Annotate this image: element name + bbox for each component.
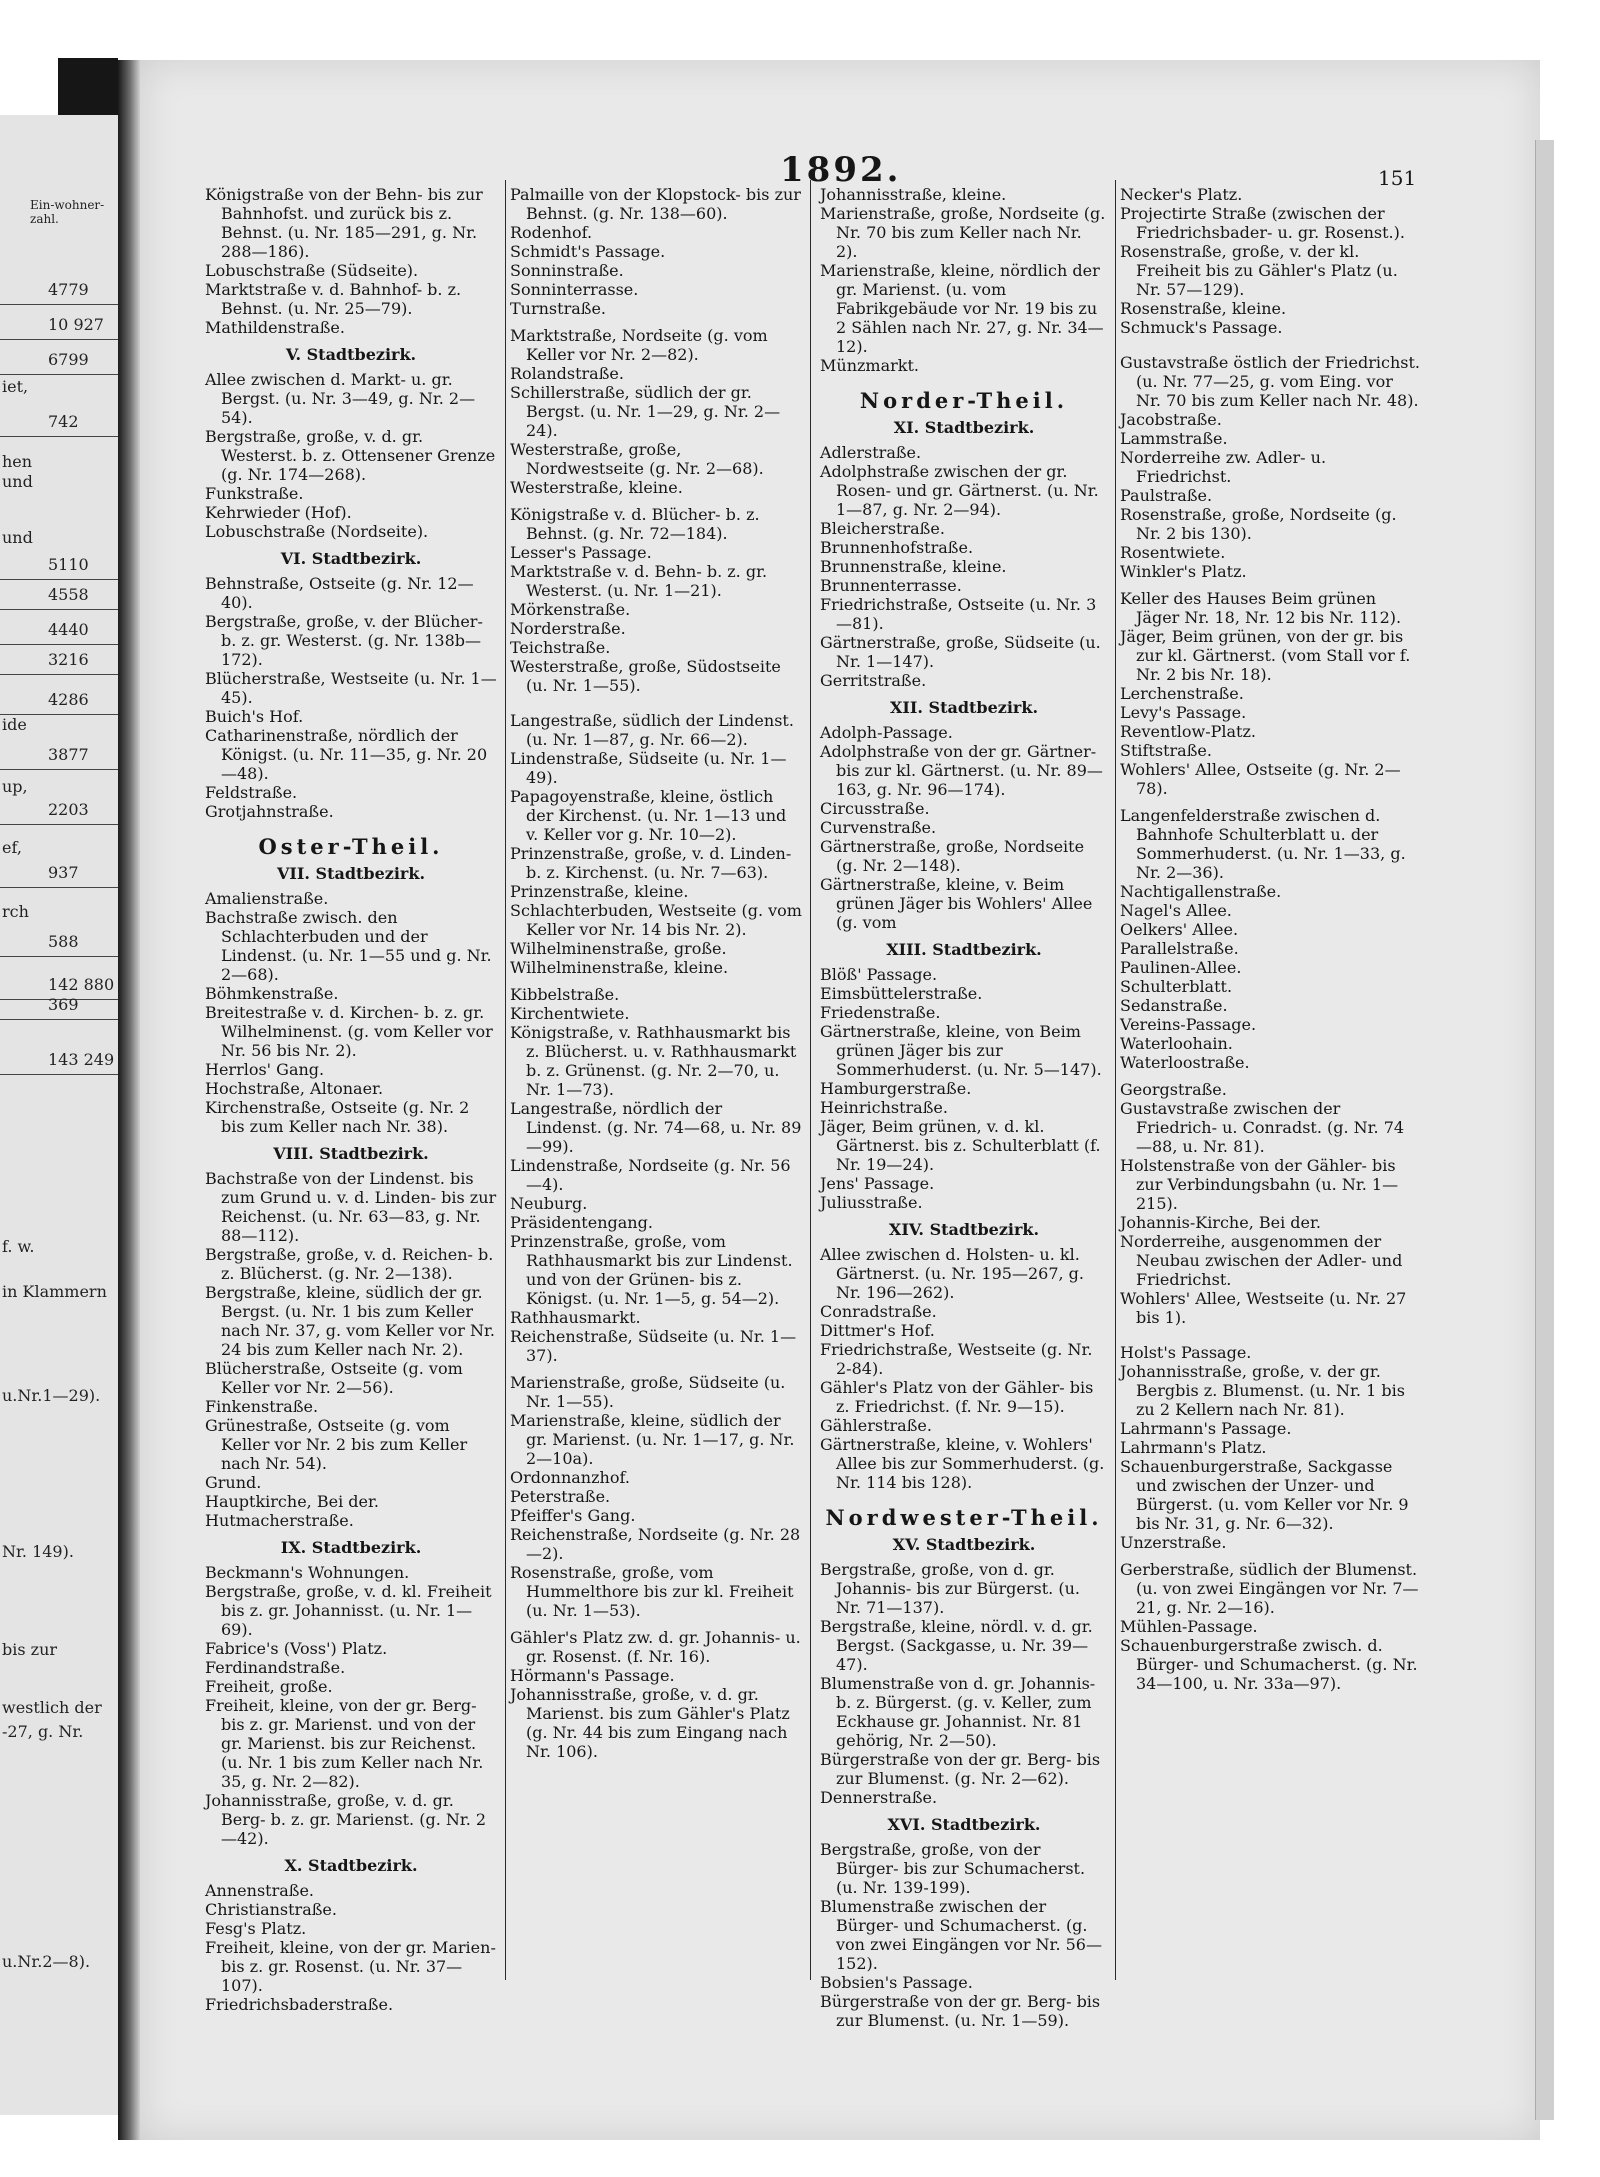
text-fragment: bis zur [2,1640,58,1659]
column-3 [820,185,1108,2030]
street-entry: Lobuschstraße (Südseite). [205,261,419,280]
street-entry: Mathildenstraße. [205,318,345,337]
street-entry: Amalienstraße. [205,889,329,908]
street-entry: Friedrichstraße, Westseite (g. Nr. 2-84). [820,1340,1093,1378]
street-entry: Vereins-Passage. [1120,1015,1257,1034]
street-entry: Langestraße, nördlich der Lindenst. (g. Nr. 74—68, u. Nr. 89—99). [510,1099,802,1156]
street-entry: Holst's Passage. [1120,1343,1252,1362]
street-entry: Projectirte Straße (zwischen der Friedrichsbader- u. gr. Rosenst.). [1120,204,1405,242]
street-entry: Herrlos' Gang. [205,1060,325,1079]
street-entry: Blumenstraße zwischen der Bürger- und Schumacherst. (g. von zwei Eingängen vor Nr. 56—152). [820,1897,1102,1973]
section-heading: Oster-Theil. [258,834,444,859]
street-entry: Rodenhof. [510,223,593,242]
population-count: 2203 [48,800,89,819]
street-entry: Pfeiffer's Gang. [510,1506,636,1525]
street-entry: Sonninterrasse. [510,280,639,299]
street-entry: Jacobstraße. [1120,410,1222,429]
street-entry: Bergstraße, große, v. d. Reichen- b. z. Blücherst. (g. Nr. 2—138). [205,1245,494,1283]
street-entry: Bürgerstraße von der gr. Berg- bis zur Blumenst. (u. Nr. 1—59). [820,1992,1101,2030]
table-rule [0,436,118,437]
population-count: 937 [48,863,79,882]
street-entry: Rosenstraße, große, v. der kl. Freiheit bis zu Gähler's Platz (u. Nr. 57—129). [1120,242,1398,299]
street-entry: Bachstraße zwisch. den Schlachterbuden und der Lindenst. (u. Nr. 1—55 und g. Nr. 2—68). [205,908,492,984]
street-entry: Rosenstraße, große, vom Hummelthore bis zur kl. Freiheit (u. Nr. 1—53). [510,1563,794,1620]
column-1 [205,185,497,2014]
table-rule [0,609,118,610]
street-entry: Kibbelstraße. [510,985,620,1004]
column-rule [505,180,506,1980]
street-entry: Lindenstraße, Südseite (u. Nr. 1—49). [510,749,787,787]
text-fragment: f. w. [2,1237,35,1256]
street-entry: Bergstraße, kleine, nördl. v. d. gr. Bergst. (Sackgasse, u. Nr. 39—47). [820,1617,1093,1674]
street-entry: Fabrice's (Voss') Platz. [205,1639,388,1658]
table-rule [0,1074,118,1075]
street-entry: Friedrichstraße, Ostseite (u. Nr. 3—81). [820,595,1097,633]
street-entry: Necker's Platz. [1120,185,1243,204]
table-rule [0,579,118,580]
street-entry: Bergstraße, große, v. d. kl. Freiheit bis z. gr. Johannisst. (u. Nr. 1—69). [205,1582,492,1639]
street-entry: Oelkers' Allee. [1120,920,1239,939]
street-entry: Adlerstraße. [820,443,922,462]
street-entry: Keller des Hauses Beim grünen Jäger Nr. 18, Nr. 12 bis Nr. 112). [1120,589,1402,627]
street-entry: Unzerstraße. [1120,1533,1227,1552]
street-entry: Münzmarkt. [820,356,919,375]
street-entry: Ferdinandstraße. [205,1658,346,1677]
street-entry: Marienstraße, große, Nordseite (g. Nr. 70 bis zum Keller nach Nr. 2). [820,204,1106,261]
district-heading: VI. Stadtbezirk. [280,549,422,568]
street-entry: Lammstraße. [1120,429,1228,448]
street-entry: Marktstraße v. d. Bahnhof- b. z. Behnst. (u. Nr. 25—79). [205,280,462,318]
street-entry: Fesg's Platz. [205,1919,307,1938]
street-entry: Königstraße v. d. Blücher- b. z. Behnst. (g. Nr. 72—184). [510,505,760,543]
street-entry: Gärtnerstraße, große, Südseite (u. Nr. 1—147). [820,633,1101,671]
street-entry: Gähler's Platz zw. d. gr. Johannis- u. gr. Rosenst. (f. Nr. 16). [510,1628,801,1666]
population-count: 142 880 [48,975,115,994]
district-heading: V. Stadtbezirk. [285,345,417,364]
street-entry: Friedrichsbaderstraße. [205,1995,394,2014]
street-entry: Bürgerstraße von der gr. Berg- bis zur Blumenst. (g. Nr. 2—62). [820,1750,1101,1788]
street-entry: Levy's Passage. [1120,703,1247,722]
table-rule [0,956,118,957]
street-entry: Rosentwiete. [1120,543,1226,562]
street-entry: Juliusstraße. [820,1193,923,1212]
street-entry: Mühlen-Passage. [1120,1617,1258,1636]
table-rule [0,887,118,888]
text-fragment: hen [2,452,33,471]
street-entry: Prinzenstraße, große, v. d. Linden- b. z. Kirchenst. (u. Nr. 7—63). [510,844,792,882]
street-entry: Palmaille von der Klopstock- bis zur Behnst. (g. Nr. 138—60). [510,185,801,223]
street-entry: Adolphstraße zwischen der gr. Rosen- und gr. Gärtnerst. (u. Nr. 1—87, g. Nr. 2—94). [820,462,1099,519]
street-entry: Adolph-Passage. [820,723,953,742]
street-entry: Norderstraße. [510,619,626,638]
street-entry: Freiheit, kleine, von der gr. Berg- bis z. gr. Marienst. und von der gr. Marienst. bis zur Reichenst. (u. Nr. 1 bis zum Keller nach Nr. 35, g. Nr. 2—82). [205,1696,484,1791]
street-entry: Grünestraße, Ostseite (g. vom Keller vor Nr. 2 bis zum Keller nach Nr. 54). [205,1416,468,1473]
section-heading: Nordwester-Theil. [825,1505,1103,1530]
street-entry: Gerritstraße. [820,671,927,690]
street-entry: Blücherstraße, Ostseite (g. vom Keller vor Nr. 2—56). [205,1359,463,1397]
street-entry: Bergstraße, große, von der Bürger- bis zur Schumacherst. (u. Nr. 139-199). [820,1840,1086,1897]
text-fragment: in Klammern [2,1282,107,1301]
street-entry: Feldstraße. [205,783,298,802]
street-entry: Königstraße, v. Rathhausmarkt bis z. Blücherst. u. v. Rathhausmarkt b. z. Grünenst. (g. Nr. 2—70, u. Nr. 1—73). [510,1023,797,1099]
street-entry: Gärtnerstraße, kleine, von Beim grünen Jäger bis zur Sommerhuderst. (u. Nr. 5—147). [820,1022,1102,1079]
district-heading: X. Stadtbezirk. [284,1856,418,1875]
book-gutter [118,60,140,2140]
street-entry: Kirchenstraße, Ostseite (g. Nr. 2 bis zum Keller nach Nr. 38). [205,1098,470,1136]
street-entry: Winkler's Platz. [1120,562,1247,581]
street-entry: Bleicherstraße. [820,519,945,538]
street-entry: Lindenstraße, Nordseite (g. Nr. 56—4). [510,1156,791,1194]
street-entry: Teichstraße. [510,638,611,657]
table-rule [0,304,118,305]
street-entry: Dittmer's Hof. [820,1321,935,1340]
district-heading: XV. Stadtbezirk. [892,1535,1036,1554]
text-fragment: up, [2,777,28,796]
street-entry: Paulstraße. [1120,486,1213,505]
street-entry: Johannisstraße, große, v. d. gr. Marienst. bis zum Gähler's Platz (g. Nr. 44 bis zum Eingang nach Nr. 106). [510,1685,790,1761]
district-heading: XIV. Stadtbezirk. [888,1220,1040,1239]
street-entry: Marktstraße, Nordseite (g. vom Keller vor Nr. 2—82). [510,326,768,364]
column-2 [510,185,802,1761]
street-entry: Kehrwieder (Hof). [205,503,352,522]
street-entry: Mörkenstraße. [510,600,631,619]
text-fragment: rch [2,902,29,921]
district-heading: IX. Stadtbezirk. [280,1538,422,1557]
street-entry: Wohlers' Allee, Ostseite (g. Nr. 2—78). [1120,760,1401,798]
street-entry: Hauptkirche, Bei der. [205,1492,379,1511]
street-entry: Bergstraße, kleine, südlich der gr. Bergst. (u. Nr. 1 bis zum Keller nach Nr. 37, g. vom Keller vor Nr. 24 bis zum Keller nach Nr. 2). [205,1283,495,1359]
street-entry: Bergstraße, große, von d. gr. Johannis- bis zur Bürgerst. (u. Nr. 71—137). [820,1560,1080,1617]
street-entry: Blöß' Passage. [820,965,938,984]
street-entry: Norderreihe, ausgenommen der Neubau zwischen der Adler- und Friedrichst. [1120,1232,1403,1289]
page-year: 1892. [780,150,902,190]
street-entry: Rolandstraße. [510,364,624,383]
street-entry: Bergstraße, große, v. der Blücher- b. z. gr. Westerst. (g. Nr. 138b—172). [205,612,483,669]
street-entry: Königstraße von der Behn- bis zur Bahnhofst. und zurück bis z. Behnst. (u. Nr. 185—291, g. Nr. 288—186). [205,185,483,261]
population-count: 4558 [48,585,89,604]
street-entry: Marienstraße, kleine, südlich der gr. Marienst. (u. Nr. 1—17, g. Nr. 2—10a). [510,1411,795,1468]
street-entry: Jäger, Beim grünen, von der gr. bis zur kl. Gärtnerst. (vom Stall vor f. Nr. 2 bis Nr. 18). [1120,627,1411,684]
street-entry: Brunnenterrasse. [820,576,962,595]
text-fragment: Nr. 149). [2,1542,74,1561]
street-entry: Heinrichstraße. [820,1098,948,1117]
street-entry: Schauenburgerstraße zwisch. d. Bürger- und Schumacherst. (g. Nr. 34—100, u. Nr. 33a—97). [1120,1636,1418,1693]
street-entry: Bobsien's Passage. [820,1973,973,1992]
street-entry: Buich's Hof. [205,707,304,726]
street-entry: Westerstraße, kleine. [510,478,683,497]
street-entry: Gählerstraße. [820,1416,932,1435]
district-heading: VII. Stadtbezirk. [276,864,426,883]
street-entry: Brunnenstraße, kleine. [820,557,1007,576]
population-count: 4286 [48,690,89,709]
page-number: 151 [1378,166,1417,190]
table-rule [0,1019,118,1020]
street-entry: Friedenstraße. [820,1003,941,1022]
street-entry: Grund. [205,1473,262,1492]
population-count: 10 927 [48,315,104,334]
street-entry: Christianstraße. [205,1900,337,1919]
street-entry: Turnstraße. [510,299,606,318]
table-header: Ein-wohner-zahl. [30,198,105,226]
street-entry: Reventlow-Platz. [1120,722,1256,741]
table-rule [0,644,118,645]
street-entry: Langestraße, südlich der Lindenst. (u. Nr. 1—87, g. Nr. 66—2). [510,711,794,749]
street-entry: Catharinenstraße, nördlich der Königst. (u. Nr. 11—35, g. Nr. 20—48). [205,726,488,783]
column-4 [1120,185,1420,1693]
population-count: 588 [48,932,79,951]
street-entry: Nachtigallenstraße. [1120,882,1282,901]
text-fragment: und [2,528,33,547]
street-entry: Annenstraße. [205,1881,315,1900]
street-entry: Beckmann's Wohnungen. [205,1563,410,1582]
street-entry: Bachstraße von der Lindenst. bis zum Grund u. v. d. Linden- bis zur Reichenst. (u. Nr. 63—83, g. Nr. 88—112). [205,1169,497,1245]
street-entry: Rosenstraße, große, Nordseite (g. Nr. 2 bis 130). [1120,505,1397,543]
street-entry: Jäger, Beim grünen, v. d. kl. Gärtnerst. bis z. Schulterblatt (f. Nr. 19—24). [820,1117,1101,1174]
street-entry: Grotjahnstraße. [205,802,334,821]
street-entry: Brunnenhofstraße. [820,538,974,557]
district-heading: XI. Stadtbezirk. [893,418,1035,437]
street-entry: Adolphstraße von der gr. Gärtner- bis zur kl. Gärtnerst. (u. Nr. 89—163, g. Nr. 96—174). [820,742,1103,799]
street-entry: Freiheit, kleine, von der gr. Marien- bis z. gr. Rosenst. (u. Nr. 37—107). [205,1938,496,1995]
street-entry: Westerstraße, große, Südostseite (u. Nr. 1—55). [510,657,781,695]
street-entry: Papagoyenstraße, kleine, östlich der Kirchenst. (u. Nr. 1—13 und v. Keller vor g. Nr. 10—2). [510,787,787,844]
page-edge [1535,140,1554,2120]
street-entry: Bergstraße, große, v. d. gr. Westerst. b. z. Ottensener Grenze (g. Nr. 174—268). [205,427,496,484]
street-entry: Holstenstraße von der Gähler- bis zur Verbindungsbahn (u. Nr. 1—215). [1120,1156,1399,1213]
table-rule [0,824,118,825]
district-heading: XIII. Stadtbezirk. [886,940,1042,959]
street-entry: Finkenstraße. [205,1397,319,1416]
street-entry: Breitestraße v. d. Kirchen- b. z. gr. Wilhelminenst. (g. vom Keller vor Nr. 56 bis Nr. 2). [205,1003,493,1060]
population-count: 369 [48,995,79,1014]
street-entry: Lahrmann's Passage. [1120,1419,1292,1438]
street-entry: Hutmacherstraße. [205,1511,354,1530]
street-entry: Dennerstraße. [820,1788,938,1807]
street-entry: Wilhelminenstraße, große. [510,939,727,958]
population-count: 143 249 [48,1050,115,1069]
street-entry: Reichenstraße, Nordseite (g. Nr. 28—2). [510,1525,801,1563]
street-entry: Gerberstraße, südlich der Blumenst. (u. von zwei Eingängen vor Nr. 7—21, g. Nr. 2—16). [1120,1560,1419,1617]
street-entry: Marienstraße, große, Südseite (u. Nr. 1—55). [510,1373,786,1411]
table-rule [0,769,118,770]
table-rule [0,374,118,375]
street-entry: Allee zwischen d. Holsten- u. kl. Gärtnerst. (u. Nr. 195—267, g. Nr. 196—262). [820,1245,1084,1302]
street-entry: Rosenstraße, kleine. [1120,299,1287,318]
street-entry: Blumenstraße von d. gr. Johannis- b. z. Bürgerst. (g. v. Keller, zum Eckhause gr. Johannist. Nr. 81 gehörig, Nr. 2—50). [820,1674,1096,1750]
street-entry: Schmuck's Passage. [1120,318,1283,337]
text-fragment: und [2,472,33,491]
street-entry: Freiheit, große. [205,1677,333,1696]
district-heading: XII. Stadtbezirk. [889,698,1039,717]
street-entry: Allee zwischen d. Markt- u. gr. Bergst. (u. Nr. 3—49, g. Nr. 2—54). [205,370,476,427]
street-entry: Westerstraße, große, Nordwestseite (g. Nr. 2—68). [510,440,764,478]
column-rule [810,180,811,1980]
street-entry: Wohlers' Allee, Westseite (u. Nr. 27 bis 1). [1120,1289,1407,1327]
street-entry: Rathhausmarkt. [510,1308,641,1327]
text-fragment: u.Nr.1—29). [2,1386,101,1405]
street-entry: Lobuschstraße (Nordseite). [205,522,429,541]
street-entry: Stiftstraße. [1120,741,1212,760]
street-entry: Reichenstraße, Südseite (u. Nr. 1—37). [510,1327,797,1365]
street-entry: Johannis-Kirche, Bei der. [1120,1213,1321,1232]
street-entry: Gähler's Platz von der Gähler- bis z. Friedrichst. (f. Nr. 9—15). [820,1378,1094,1416]
street-entry: Langenfelderstraße zwischen d. Bahnhofe Schulterblatt u. der Sommerhuderst. (u. Nr. 1—33, g. Nr. 2—36). [1120,806,1406,882]
street-entry: Marienstraße, kleine, nördlich der gr. Marienst. (u. vom Fabrikgebäude vor Nr. 19 bis zu 2 Sählen nach Nr. 27, g. Nr. 34—12). [820,261,1104,356]
street-entry: Hörmann's Passage. [510,1666,675,1685]
street-entry: Schlachterbuden, Westseite (g. vom Keller vor Nr. 14 bis Nr. 2). [510,901,802,939]
street-entry: Johannisstraße, große, v. d. gr. Berg- b. z. gr. Marienst. (g. Nr. 2—42). [205,1791,487,1848]
street-entry: Parallelstraße. [1120,939,1239,958]
street-entry: Sedanstraße. [1120,996,1228,1015]
street-entry: Kirchentwiete. [510,1004,630,1023]
street-entry: Curvenstraße. [820,818,937,837]
text-fragment: iet, [2,377,29,396]
street-entry: Marktstraße v. d. Behn- b. z. gr. Westerst. (u. Nr. 1—21). [510,562,768,600]
street-entry: Conradstraße. [820,1302,937,1321]
column-rule [1115,180,1116,1980]
street-entry: Hamburgerstraße. [820,1079,972,1098]
street-entry: Peterstraße. [510,1487,611,1506]
street-entry: Blücherstraße, Westseite (u. Nr. 1—45). [205,669,497,707]
street-entry: Jens' Passage. [820,1174,935,1193]
street-entry: Gustavstraße zwischen der Friedrich- u. Conradst. (g. Nr. 74—88, u. Nr. 81). [1120,1099,1405,1156]
text-fragment: -27, g. Nr. [2,1722,84,1741]
street-entry: Präsidentengang. [510,1213,653,1232]
street-entry: Ordonnanzhof. [510,1468,630,1487]
street-entry: Böhmkenstraße. [205,984,339,1003]
street-entry: Gärtnerstraße, kleine, v. Wohlers' Allee bis zur Sommerhuderst. (g. Nr. 114 bis 128). [820,1435,1105,1492]
population-count: 6799 [48,350,89,369]
street-entry: Prinzenstraße, kleine. [510,882,689,901]
population-count: 3216 [48,650,89,669]
street-entry: Wilhelminenstraße, kleine. [510,958,729,977]
street-entry: Schillerstraße, südlich der gr. Bergst. (u. Nr. 1—29, g. Nr. 2—24). [510,383,781,440]
street-entry: Nagel's Allee. [1120,901,1232,920]
text-fragment: westlich der [2,1698,102,1717]
street-entry: Eimsbüttelerstraße. [820,984,983,1003]
text-fragment: ef, [2,838,22,857]
table-rule [0,339,118,340]
district-heading: VIII. Stadtbezirk. [273,1144,429,1163]
street-entry: Gustavstraße östlich der Friedrichst. (u. Nr. 77—25, g. vom Eing. vor Nr. 70 bis zum Keller nach Nr. 48). [1120,353,1421,410]
street-entry: Lerchenstraße. [1120,684,1244,703]
street-entry: Schmidt's Passage. [510,242,666,261]
table-rule [0,674,118,675]
population-count: 742 [48,412,79,431]
street-entry: Johannisstraße, kleine. [820,185,1007,204]
text-fragment: u.Nr.2—8). [2,1952,91,1971]
population-count: 5110 [48,555,89,574]
street-entry: Lahrmann's Platz. [1120,1438,1267,1457]
street-entry: Circusstraße. [820,799,930,818]
street-entry: Gärtnerstraße, kleine, v. Beim grünen Jäger bis Wohlers' Allee (g. vom [820,875,1093,932]
section-heading: Norder-Theil. [859,388,1069,413]
street-entry: Johannisstraße, große, v. der gr. Bergbis z. Blumenst. (u. Nr. 1 bis zu 2 Kellern nach Nr. 81). [1120,1362,1405,1419]
street-entry: Sonninstraße. [510,261,624,280]
population-count: 3877 [48,745,89,764]
street-entry: Behnstraße, Ostseite (g. Nr. 12—40). [205,574,474,612]
district-heading: XVI. Stadtbezirk. [887,1815,1041,1834]
street-entry: Schauenburgerstraße, Sackgasse und zwischen der Unzer- und Bürgerst. (u. vom Keller vor Nr. 9 bis Nr. 31, g. Nr. 6—32). [1120,1457,1409,1533]
street-entry: Waterloostraße. [1120,1053,1250,1072]
street-entry: Georgstraße. [1120,1080,1227,1099]
street-entry: Lesser's Passage. [510,543,652,562]
text-fragment: ide [2,715,27,734]
population-count: 4440 [48,620,89,639]
street-entry: Schulterblatt. [1120,977,1233,996]
street-entry: Hochstraße, Altonaer. [205,1079,384,1098]
street-entry: Prinzenstraße, große, vom Rathhausmarkt bis zur Lindenst. und von der Grünen- bis z. Königst. (u. Nr. 1—5, g. 54—2). [510,1232,793,1308]
street-entry: Neuburg. [510,1194,588,1213]
street-entry: Paulinen-Allee. [1120,958,1242,977]
population-count: 4779 [48,280,89,299]
street-entry: Waterloohain. [1120,1034,1233,1053]
street-entry: Gärtnerstraße, große, Nordseite (g. Nr. 2—148). [820,837,1085,875]
street-entry: Norderreihe zw. Adler- u. Friedrichst. [1120,448,1327,486]
street-entry: Funkstraße. [205,484,304,503]
